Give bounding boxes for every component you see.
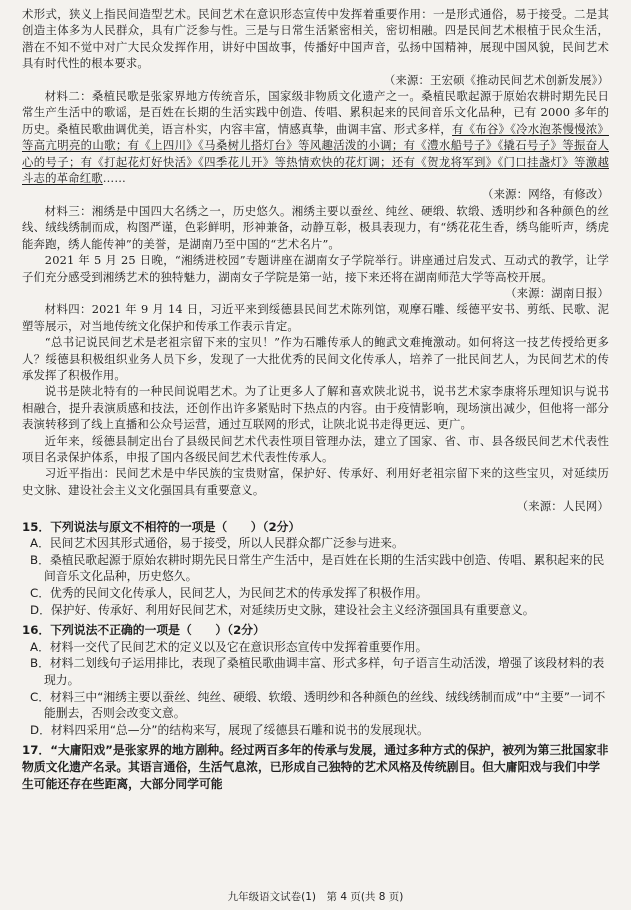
question-16-option-d[interactable]: D．材料四采用“总—分”的结构来写，展现了绥德县石雕和说书的发展现状。 [30, 722, 429, 737]
source-4: （来源：人民网） [516, 499, 609, 514]
question-16 [22, 622, 609, 738]
material3-b: 2021 年 5 月 25 日晚，“湘绣进校园”专题讲座在湖南女子学院举行。讲座通过启发式、互动式的教学，让学子们充分感受到湘绣艺术的独特魅力，湖南女子学院是第一站，接下来还将在湖南师范大学等高校开展。 （来源：湖南日报） [22, 253, 609, 300]
source-1: （来源：王宏硕《推动民间艺术创新发展》） [383, 72, 609, 87]
question-16-option-c[interactable]: C．材料三中“湘绣主要以蚕丝、纯丝、硬缎、软缎、透明纱和各种颜色的丝线、绒线绣制而成”中“主要”一词不能删去，否则会改变文意。 [30, 689, 606, 721]
question-15-option-b[interactable]: B．桑植民歌起源于原始农耕时期先民日常生产生活中，是百姓在长期的生活实践中创造、传唱、累积起来的民间音乐文化品种，历史悠久。 [30, 552, 605, 584]
material4-c: 说书是陕北特有的一种民间说唱艺术。为了让更多人了解和喜欢陕北说书，说书艺术家李康将乐理知识与说书相融合，提升表演质感和技法，还创作出许多紧贴时下热点的内容。由于疫情影响，现场演出减少，但他将一部分表演转移到了线上直播和公众号运营，通过互联网的形式，让陕北说书走得更远、更广。 [22, 384, 609, 432]
material3-a: 材料三：湘绣是中国四大名绣之一，历史悠久。湘绣主要以蚕丝、纯丝、硬缎、软缎、透明纱和各种颜色的丝线、绒线绣制而成，构图严谨，色彩鲜明，形神兼备，动静互彰，极具表现力，有“绣花花生香，绣鸟能听声，绣虎能奔跑，绣人能传神”的美誉，是湖南乃至中国的“艺术名片”。 [22, 203, 609, 251]
material4-e: 习近平指出：民间艺术是中华民族的宝贵财富，保护好、传承好、利用好老祖宗留下来的这些宝贝，对延续历史文脉、建设社会主义文化强国具有重要意义。 （来源：人民网） [22, 466, 609, 514]
question-16-option-a[interactable]: A．材料一交代了民间艺术的定义以及它在意识形态宣传中发挥着重要作用。 [30, 639, 428, 654]
question-15-option-a[interactable]: A．民间艺术因其形式通俗，易于接受，所以人民群众都广泛参与进来。 [30, 536, 404, 551]
source-2: （来源：网络，有修改） [482, 187, 609, 202]
question-15 [22, 519, 609, 619]
question-15-title: 15．下列说法与原文不相符的一项是（ ）（2分） [22, 519, 301, 534]
material2: 材料二：桑植民歌是张家界地方传统音乐，国家级非物质文化遗产之一。桑植民歌起源于原始农耕时期先民日常生产生活中的歌谣，是百姓在长期的生活实践中创造、传唱、累积起来的民间音乐文化品种，已有 2000 多年的历史。桑植民歌曲调优美，语言朴实，内容丰富，情感真挚，曲调丰富、形式多样，有《布谷》《冷水泡茶慢慢浓》等高亢明亮的山歌；有《上四川》《马桑树儿搭灯台》等风趣活泼的小调；有《澧水船号子》《撬石号子》等振奋人心的号子；有《打起花灯好快活》《四季花儿开》等热情欢快的花灯调；还有《贺龙将军到》《门口挂盏灯》等激越斗志的革命红歌…… （来源：网络，有修改） [22, 89, 609, 202]
underlined-sentence: 有《布谷》《冷水泡茶慢慢浓》等高亢明亮的山歌；有《上四川》《马桑树儿搭灯台》等风趣活泼的小调；有《澧水船号子》《撬石号子》等振奋人心的号子；有《打起花灯好快活》《四季花儿开》等热情欢快的花灯调；还有《贺龙将军到》《门口挂盏灯》等激越斗志的革命红歌 [22, 121, 609, 186]
material4-d: 近年来，绥德县制定出台了县级民间艺术代表性项目管理办法，建立了国家、省、市、县各级民间艺术代表性项目名录保护体系，申报了国内各级民间艺术代表性传承人。 [22, 433, 609, 464]
question-15-option-d[interactable]: D．保护好、传承好、利用好民间艺术，对延续历史文脉，建设社会主义经济强国具有重要意义。 [30, 602, 535, 617]
source-3: （来源：湖南日报） [505, 285, 609, 300]
question-16-title: 16．下列说法不正确的一项是（ ）（2分） [22, 623, 265, 638]
material4-a: 材料四：2021 年 9 月 14 日，习近平来到绥德县民间艺术陈列馆，观摩石雕、绥德平安书、剪纸、民歌、泥塑等展示，对当地传统文化保护和传承工作表示肯定。 [22, 302, 609, 333]
question-15-option-c[interactable]: C．优秀的民间文化传承人，民间艺人，为民间艺术的传承发挥了积极作用。 [30, 585, 428, 600]
material4-b: “总书记说民间艺术是老祖宗留下来的宝贝！”作为石雕传承人的鲍武文难掩激动。如何将这一技艺传授给更多人？绥德县积极组织业务人员下乡，发现了一大批优秀的民间文化传承人，培养了一批民间艺人，为民间艺术的传承发挥了积极作用。 [22, 335, 609, 382]
page-footer: 九年级语文试卷(1) 第 4 页(共 8 页) [227, 891, 404, 903]
question-17: 17．“大庸阳戏”是张家界的地方剧种。经过两百多年的传承与发展，通过多种方式的保护，被列为第三批国家非物质文化遗产名录。其语言通俗，生活气息浓，已形成自己独特的艺术风格及传统剧目。但大庸阳戏与我们中学生可能还存在些距离，大部分同学可能 [22, 743, 609, 791]
material1-tail: 术形式，狭义上指民间造型艺术。民间艺术在意识形态宣传中发挥着重要作用：一是形式通俗，易于接受。二是其创造主体多为人民群众，具有广泛参与性。三是与日常生活紧密相关，密切相融。四是民间艺术根植于民众生活，潜在不知不觉中对广大民众发挥作用，讲好中国故事，传播好中国声音，弘扬中国精神，展现中国风貌，民间艺术具有时代性的根本要求。 （来源：王宏硕《推动民间艺术创新发展》） [22, 7, 609, 87]
question-16-option-b[interactable]: B．材料二划线句子运用排比，表现了桑植民歌曲调丰富、形式多样，句子语言生动活泼，增强了该段材料的表现力。 [30, 656, 605, 687]
